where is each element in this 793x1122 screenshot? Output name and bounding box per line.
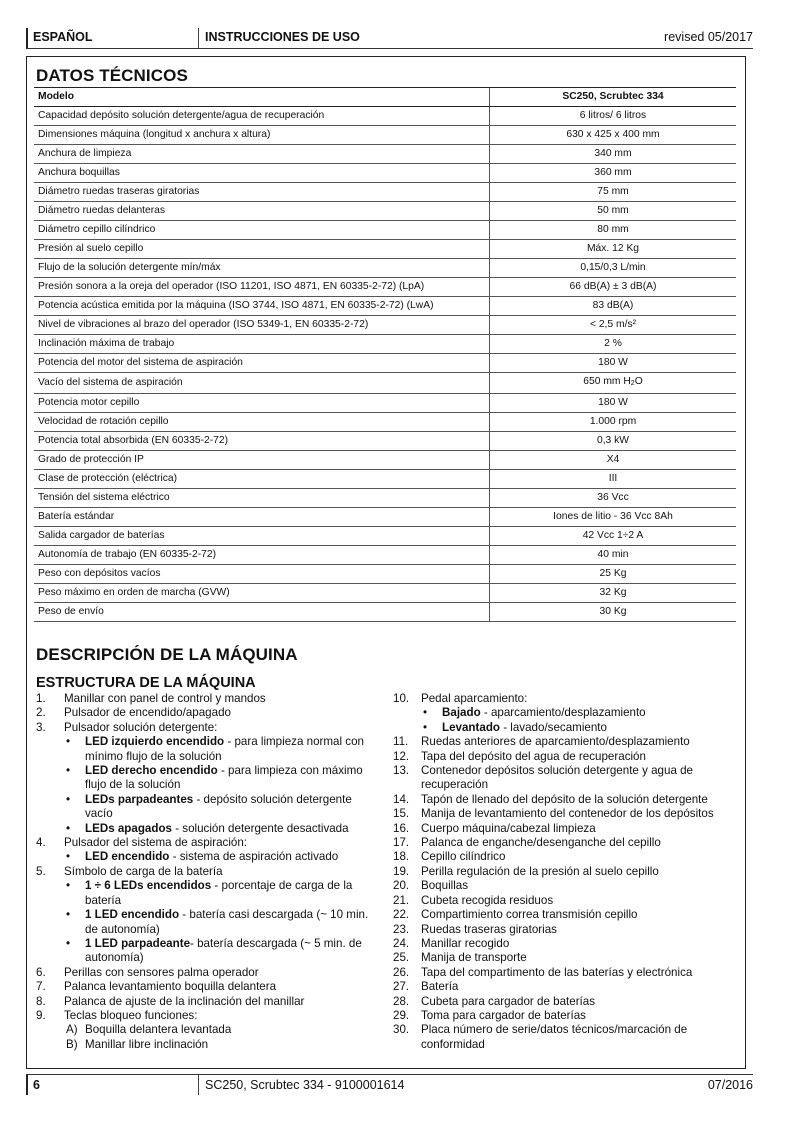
sub-item-key: 1 LED parpadeante xyxy=(85,936,191,950)
row-label: Potencia total absorbida (EN 60335-2-72) xyxy=(34,432,490,451)
table-row xyxy=(34,489,736,508)
item-text: Pedal aparcamiento: xyxy=(421,692,528,705)
item-number: 23. xyxy=(393,922,410,936)
list-item xyxy=(36,836,380,850)
row-value: 630 x 425 x 400 mm xyxy=(490,126,737,145)
row-value: 360 mm xyxy=(490,164,737,183)
row-value: 36 Vcc xyxy=(490,489,737,508)
item-text: Ruedas anteriores de aparcamiento/desplazamiento xyxy=(421,735,690,749)
parts-list-right xyxy=(393,692,743,1052)
table-row xyxy=(34,373,736,394)
item-number: 16. xyxy=(393,821,410,835)
row-label: Diámetro ruedas traseras giratorias xyxy=(34,183,490,202)
row-value: 0,15/0,3 L/min xyxy=(490,259,737,278)
row-value-main: 650 mm H xyxy=(583,376,631,387)
sub-list-item xyxy=(36,822,380,836)
table-row xyxy=(34,259,736,278)
sub-list-item xyxy=(393,721,743,735)
sub-item-text: - batería casi descargada (~ 10 min. de autonomía) xyxy=(85,908,369,936)
sub-item-key: LED izquierdo encendido xyxy=(85,735,225,749)
row-value-subscript: 2 xyxy=(630,380,635,387)
sub-item-key: LEDs apagados xyxy=(85,821,172,835)
bullet-icon: • xyxy=(66,908,71,922)
row-value: Iones de litio - 36 Vcc 8Ah xyxy=(490,508,737,527)
bullet-icon: • xyxy=(66,792,71,806)
row-label: Presión sonora a la oreja del operador (ISO 11201, ISO 4871, EN 60335-2-72) (LpA) xyxy=(34,278,490,297)
sub-list-item xyxy=(36,908,380,937)
item-text: Pulsador del sistema de aspiración: xyxy=(64,836,248,850)
row-value: 80 mm xyxy=(490,221,737,240)
item-number: 12. xyxy=(393,749,410,763)
row-label: Flujo de la solución detergente mín/máx xyxy=(34,259,490,278)
row-label: Clase de protección (eléctrica) xyxy=(34,470,490,489)
sub-item-text: - solución detergente desactivada xyxy=(171,821,349,835)
alpha-item-text: Boquilla delantera levantada xyxy=(85,1023,232,1037)
sub-item-text: - porcentaje de carga de la batería xyxy=(85,879,353,907)
row-value: 340 mm xyxy=(490,145,737,164)
item-number: 28. xyxy=(393,994,410,1008)
item-number: 22. xyxy=(393,908,410,922)
item-text: Compartimiento correa transmisión cepillo xyxy=(421,908,638,922)
row-value: 25 Kg xyxy=(490,565,737,584)
item-number: 24. xyxy=(393,936,410,950)
item-number: 9. xyxy=(36,1008,46,1022)
table-row xyxy=(34,565,736,584)
list-item xyxy=(393,865,743,879)
col-value: SC250, Scrubtec 334 xyxy=(490,88,737,107)
table-row xyxy=(34,145,736,164)
item-text: Perilla regulación de la presión al suelo cepillo xyxy=(421,864,659,878)
bullet-icon: • xyxy=(66,936,71,950)
row-label: Batería estándar xyxy=(34,508,490,527)
row-label: Vacío del sistema de aspiración xyxy=(34,373,490,394)
sub-item-text: - lavado/secamiento xyxy=(499,720,607,734)
row-label: Anchura de limpieza xyxy=(34,145,490,164)
parts-list-left xyxy=(36,692,380,1052)
list-item xyxy=(393,879,743,893)
table-row xyxy=(34,603,736,622)
item-number: 25. xyxy=(393,951,410,965)
table-row xyxy=(34,335,736,354)
item-text: Cubeta recogida residuos xyxy=(421,893,554,907)
row-value: 180 W xyxy=(490,394,737,413)
item-number: 27. xyxy=(393,980,410,994)
row-value-suffix: O xyxy=(634,376,643,387)
item-number: 13. xyxy=(393,764,410,778)
list-item xyxy=(36,980,380,994)
row-value: 66 dB(A) ± 3 dB(A) xyxy=(490,278,737,297)
item-text: Tapón de llenado del depósito de la solución detergente xyxy=(421,792,708,806)
table-row xyxy=(34,508,736,527)
item-number: 18. xyxy=(393,850,410,864)
footer-document: SC250, Scrubtec 334 - 9100001614 xyxy=(198,1075,404,1095)
sub-item-key: 1 ÷ 6 LEDs encendidos xyxy=(85,879,212,893)
alpha-list-item xyxy=(36,1038,380,1052)
item-text: Manija de levantamiento del contenedor de los depósitos xyxy=(421,807,714,821)
item-number: 2. xyxy=(36,706,46,720)
table-row xyxy=(34,164,736,183)
row-label: Potencia motor cepillo xyxy=(34,394,490,413)
table-row xyxy=(34,354,736,373)
table-row xyxy=(34,413,736,432)
description-title: DESCRIPCIÓN DE LA MÁQUINA xyxy=(36,645,298,664)
row-value: 75 mm xyxy=(490,183,737,202)
item-text: Placa número de serie/datos técnicos/marcación de conformidad xyxy=(421,1023,688,1051)
bullet-icon: • xyxy=(66,821,71,835)
list-item xyxy=(393,692,743,706)
item-number: 14. xyxy=(393,792,410,806)
sub-item-text: - para limpieza con máximo flujo de la solución xyxy=(85,764,363,792)
row-value: 6 litros/ 6 litros xyxy=(490,107,737,126)
list-item xyxy=(393,894,743,908)
table-row xyxy=(34,126,736,145)
sub-list-item xyxy=(393,706,743,720)
item-text: Símbolo de carga de la batería xyxy=(64,864,223,878)
table-row xyxy=(34,527,736,546)
table-row xyxy=(34,546,736,565)
sub-item-text: - depósito solución detergente vacío xyxy=(85,792,352,821)
row-label: Presión al suelo cepillo xyxy=(34,240,490,259)
row-label: Tensión del sistema eléctrico xyxy=(34,489,490,508)
row-label: Peso con depósitos vacíos xyxy=(34,565,490,584)
table-row xyxy=(34,316,736,335)
table-row xyxy=(34,470,736,489)
item-number: 3. xyxy=(36,720,46,734)
list-item xyxy=(393,951,743,965)
sub-item-key: LEDs parpadeantes xyxy=(85,792,194,806)
row-label: Peso de envío xyxy=(34,603,490,622)
list-item xyxy=(393,836,743,850)
item-text: Manillar recogido xyxy=(421,936,510,950)
table-row xyxy=(34,451,736,470)
item-number: 6. xyxy=(36,965,46,979)
item-number: 17. xyxy=(393,836,410,850)
item-text: Manillar con panel de control y mandos xyxy=(64,692,266,705)
row-value: 50 mm xyxy=(490,202,737,221)
table-row xyxy=(34,202,736,221)
row-label: Grado de protección IP xyxy=(34,451,490,470)
list-item xyxy=(36,692,380,706)
row-value: 1.000 rpm xyxy=(490,413,737,432)
alpha-letter: A) xyxy=(66,1023,78,1037)
table-row xyxy=(34,183,736,202)
table-row xyxy=(34,432,736,451)
item-number: 29. xyxy=(393,1008,410,1022)
row-label: Nivel de vibraciones al brazo del operador (ISO 5349-1, EN 60335-2-72) xyxy=(34,316,490,335)
list-item xyxy=(393,764,743,793)
list-item xyxy=(36,865,380,879)
alpha-item-text: Manillar libre inclinación xyxy=(85,1037,209,1051)
alpha-letter: B) xyxy=(66,1037,78,1051)
row-label: Potencia acústica emitida por la máquina (ISO 3744, ISO 4871, EN 60335-2-72) (LwA) xyxy=(34,297,490,316)
structure-subtitle: ESTRUCTURA DE LA MÁQUINA xyxy=(36,675,256,691)
item-text: Palanca levantamiento boquilla delantera xyxy=(64,980,277,994)
item-text: Tapa del depósito del agua de recuperación xyxy=(421,749,646,763)
row-value: 180 W xyxy=(490,354,737,373)
bullet-icon: • xyxy=(66,879,71,893)
item-number: 7. xyxy=(36,980,46,994)
bullet-icon: • xyxy=(66,764,71,778)
sub-item-text: - aparcamiento/desplazamiento xyxy=(480,706,646,720)
sub-item-key: 1 LED encendido xyxy=(85,908,180,922)
sub-list-item xyxy=(36,879,380,908)
row-value: 2 % xyxy=(490,335,737,354)
list-item xyxy=(393,966,743,980)
row-value: X4 xyxy=(490,451,737,470)
page-header xyxy=(26,28,753,49)
item-number: 5. xyxy=(36,864,46,878)
item-text: Palanca de enganche/desenganche del cepillo xyxy=(421,836,661,850)
item-number: 20. xyxy=(393,879,410,893)
list-item xyxy=(36,721,380,735)
list-item xyxy=(393,995,743,1009)
list-item xyxy=(393,807,743,821)
row-label: Inclinación máxima de trabajo xyxy=(34,335,490,354)
item-text: Cubeta para cargador de baterías xyxy=(421,994,596,1008)
item-text: Boquillas xyxy=(421,879,469,893)
sub-list-item xyxy=(36,735,380,764)
sub-item-key: LED derecho encendido xyxy=(85,764,218,778)
item-number: 19. xyxy=(393,864,410,878)
row-value: 30 Kg xyxy=(490,603,737,622)
item-number: 15. xyxy=(393,807,410,821)
sub-item-text: - batería descargada (~ 5 min. de autonomía) xyxy=(85,936,362,965)
row-label: Peso máximo en orden de marcha (GVW) xyxy=(34,584,490,603)
list-item xyxy=(36,966,380,980)
list-item xyxy=(393,908,743,922)
table-header-row xyxy=(34,88,736,107)
row-value xyxy=(490,373,737,394)
sub-item-key: LED encendido xyxy=(85,850,170,864)
row-value: Máx. 12 Kg xyxy=(490,240,737,259)
item-text: Contenedor depósitos solución detergente y agua de recuperación xyxy=(421,764,694,792)
item-text: Cepillo cilíndrico xyxy=(421,850,506,864)
row-value: 32 Kg xyxy=(490,584,737,603)
sub-list-item xyxy=(36,850,380,864)
item-text: Pulsador solución detergente: xyxy=(64,720,218,734)
alpha-list-item xyxy=(36,1023,380,1037)
header-language: ESPAÑOL xyxy=(26,28,205,48)
item-number: 26. xyxy=(393,965,410,979)
row-label: Potencia del motor del sistema de aspiración xyxy=(34,354,490,373)
row-value: 40 min xyxy=(490,546,737,565)
item-text: Tapa del compartimento de las baterías y electrónica xyxy=(421,965,693,979)
item-number: 8. xyxy=(36,994,46,1008)
tech-table xyxy=(34,87,736,622)
sub-list-item xyxy=(36,764,380,793)
item-text: Perillas con sensores palma operador xyxy=(64,965,259,979)
row-label: Anchura boquillas xyxy=(34,164,490,183)
footer-date: 07/2016 xyxy=(707,1078,753,1092)
bullet-icon: • xyxy=(66,735,71,749)
list-item xyxy=(36,995,380,1009)
row-value: III xyxy=(490,470,737,489)
list-item xyxy=(393,923,743,937)
col-model: Modelo xyxy=(34,88,490,107)
item-text: Manija de transporte xyxy=(421,951,527,965)
header-revision: revised 05/2017 xyxy=(664,30,753,44)
table-row xyxy=(34,240,736,259)
row-label: Diámetro ruedas delanteras xyxy=(34,202,490,221)
list-item xyxy=(393,735,743,749)
item-text: Cuerpo máquina/cabezal limpieza xyxy=(421,821,596,835)
list-item xyxy=(393,937,743,951)
list-item xyxy=(393,980,743,994)
item-number: 21. xyxy=(393,893,410,907)
table-row xyxy=(34,394,736,413)
list-item xyxy=(393,793,743,807)
row-label: Dimensiones máquina (longitud x anchura x altura) xyxy=(34,126,490,145)
item-text: Pulsador de encendido/apagado xyxy=(64,706,231,720)
page-footer xyxy=(26,1074,753,1095)
item-text: Toma para cargador de baterías xyxy=(421,1008,586,1022)
list-item xyxy=(36,1009,380,1023)
table-row xyxy=(34,107,736,126)
tech-title: DATOS TÉCNICOS xyxy=(36,66,188,85)
table-row xyxy=(34,297,736,316)
row-value: 42 Vcc 1÷2 A xyxy=(490,527,737,546)
row-value: < 2,5 m/s² xyxy=(490,316,737,335)
item-text: Teclas bloqueo funciones: xyxy=(64,1008,198,1022)
item-text: Palanca de ajuste de la inclinación del manillar xyxy=(64,994,305,1008)
row-label: Salida cargador de baterías xyxy=(34,527,490,546)
list-item xyxy=(393,750,743,764)
item-number: 10. xyxy=(393,692,410,705)
item-number: 11. xyxy=(393,735,409,749)
sub-item-key: Levantado xyxy=(442,720,500,734)
item-text: Batería xyxy=(421,980,459,994)
row-value: 0,3 kW xyxy=(490,432,737,451)
list-item xyxy=(393,1023,743,1052)
row-label: Velocidad de rotación cepillo xyxy=(34,413,490,432)
item-text: Ruedas traseras giratorias xyxy=(421,922,557,936)
header-section: INSTRUCCIONES DE USO xyxy=(198,28,360,48)
item-number: 1. xyxy=(36,692,46,705)
row-label: Capacidad depósito solución detergente/agua de recuperación xyxy=(34,107,490,126)
item-number: 4. xyxy=(36,836,46,850)
list-item xyxy=(393,822,743,836)
sub-list-item xyxy=(36,793,380,822)
bullet-icon: • xyxy=(66,850,71,864)
table-row xyxy=(34,584,736,603)
sub-list-item xyxy=(36,937,380,966)
footer-page-number: 6 xyxy=(26,1075,198,1095)
row-label: Diámetro cepillo cilíndrico xyxy=(34,221,490,240)
bullet-icon: • xyxy=(423,706,428,720)
bullet-icon: • xyxy=(423,720,428,734)
table-row xyxy=(34,278,736,297)
list-item xyxy=(393,1009,743,1023)
list-item xyxy=(393,850,743,864)
table-row xyxy=(34,221,736,240)
list-item xyxy=(36,706,380,720)
item-number: 30. xyxy=(393,1023,410,1037)
sub-item-text: - para limpieza normal con mínimo flujo de la solución xyxy=(85,735,364,763)
row-value: 83 dB(A) xyxy=(490,297,737,316)
sub-item-key: Bajado xyxy=(442,706,481,720)
sub-item-text: - sistema de aspiración activado xyxy=(169,850,339,864)
row-label: Autonomía de trabajo (EN 60335-2-72) xyxy=(34,546,490,565)
